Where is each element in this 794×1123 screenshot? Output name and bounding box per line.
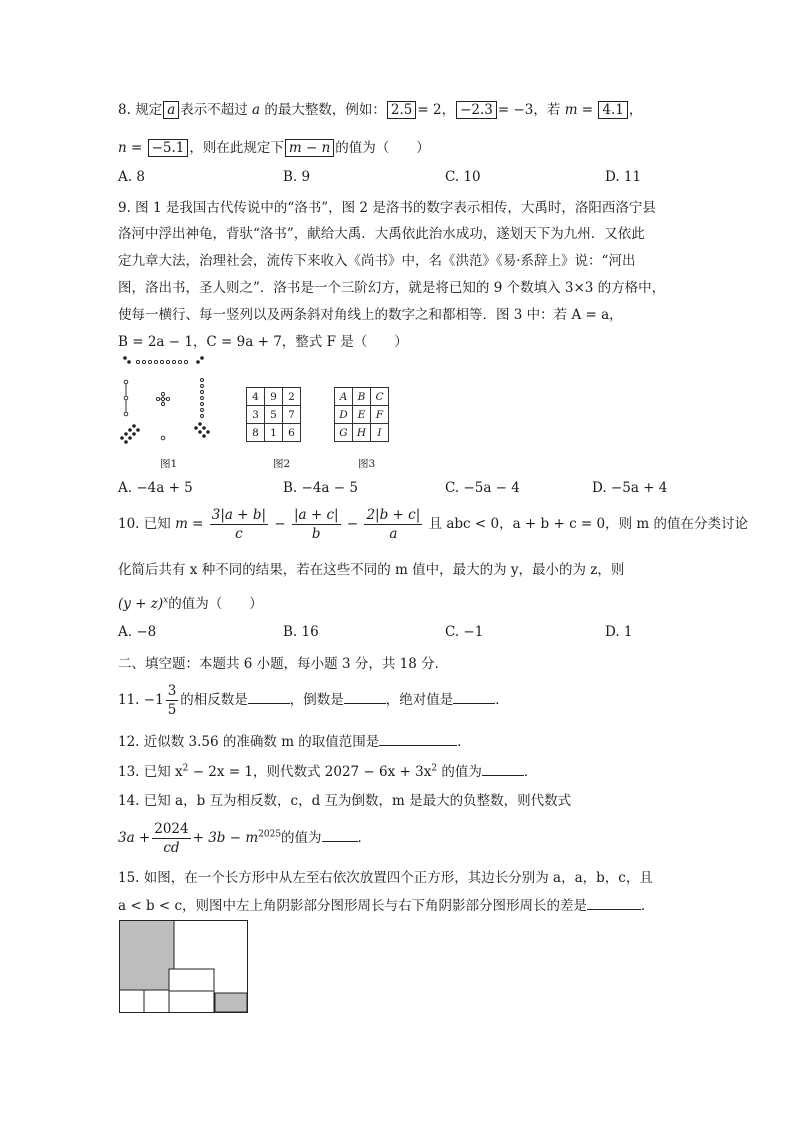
- q8-text: = −3，若: [497, 102, 561, 118]
- q10-line3: [118, 592, 263, 612]
- q9-line5: 使每一横行、每一竖列以及两条斜对角线上的数字之和都相等．图 3 中：若 A = a，: [118, 307, 623, 323]
- shaded-region-top-left: [120, 921, 174, 990]
- grid-cell: 7: [283, 406, 301, 424]
- answer-blank[interactable]: [248, 689, 290, 704]
- grid-cell: 1: [265, 424, 283, 442]
- numerator: 2024: [154, 821, 189, 837]
- fraction: [292, 506, 341, 543]
- q8-option-d: D. 11: [605, 169, 642, 185]
- q11-number: 11.: [118, 692, 140, 708]
- grid-cell: 2: [283, 388, 301, 406]
- floor-bracket: −2.3: [456, 101, 497, 119]
- fraction: [210, 506, 268, 543]
- exponent: 2: [431, 763, 438, 774]
- q11-text: ，绝对值是: [385, 692, 454, 708]
- grid-cell: 5: [265, 406, 283, 424]
- q11-line: [118, 682, 509, 719]
- grid-cell: D: [335, 406, 353, 424]
- q10-line2: 化简后共有 x 种不同的结果，若在这些不同的 m 值中，最大的为 y，最小的为 z，则: [118, 562, 625, 578]
- answer-blank[interactable]: [322, 827, 358, 842]
- grid-cell: C: [371, 388, 389, 406]
- exponent: x: [163, 595, 169, 606]
- grid-cell: H: [353, 424, 371, 442]
- q10-text: −: [346, 516, 359, 532]
- q10-option-d: D. 1: [605, 624, 633, 640]
- q8-line2: [118, 136, 430, 157]
- q10-text: (y + z): [118, 596, 164, 612]
- grid-cell: 4: [247, 388, 265, 406]
- q11-text: 的相反数是: [180, 692, 248, 708]
- q9-option-c: C. −5a − 4: [445, 480, 520, 496]
- q14-text: 的值为: [281, 830, 322, 846]
- q8-text: ，则在此规定下: [189, 140, 284, 156]
- section-heading: 二、填空题：本题共 6 小题，每小题 3 分，共 18 分．: [118, 656, 449, 672]
- q10-line1: [118, 506, 748, 543]
- fraction: [364, 506, 422, 543]
- denominator: b: [311, 526, 321, 542]
- q9-line4: 图，洛出书，圣人则之”．洛书是一个三阶幻方，就是将已知的 9 个数填入 3×3 的方格中，: [118, 280, 666, 296]
- grid-cell: F: [371, 406, 389, 424]
- q15-line2: [118, 894, 655, 914]
- q10-option-b: B. 16: [283, 624, 319, 640]
- numerator: 3: [167, 683, 177, 699]
- answer-blank[interactable]: [482, 761, 524, 776]
- q12-text: 12. 近似数 3.56 的准确数 m 的取值范围是: [118, 734, 380, 750]
- q14-text: + 3b − m: [192, 830, 259, 846]
- q10-text: 的值为（ ）: [168, 596, 263, 612]
- magic-square-letters: [334, 387, 389, 442]
- squares-in-rectangle-figure: [119, 920, 249, 1014]
- fraction: [166, 682, 179, 719]
- grid-cell: A: [335, 388, 353, 406]
- q9-line2: 洛河中浮出神龟，背驮“洛书”，献给大禹．大禹依此治水成功，遂划天下为九州．又依此: [118, 226, 645, 242]
- var-a: a: [252, 102, 261, 118]
- q13-text: − 2x = 1，则代数式 2027 − 6x + 3x: [188, 764, 432, 780]
- numerator: 2|b + c|: [366, 507, 421, 523]
- q8-text: 表示不超过: [180, 102, 248, 118]
- q8-number: 8.: [118, 102, 131, 118]
- denominator: 5: [167, 702, 177, 718]
- q13-text: 的值为: [437, 764, 482, 780]
- grid-cell: B: [353, 388, 371, 406]
- grid-cell: 9: [265, 388, 283, 406]
- numerator: |a + c|: [293, 507, 339, 523]
- denominator: c: [235, 526, 243, 542]
- q12-line: [118, 730, 471, 750]
- q14-text: 3a +: [118, 830, 151, 846]
- floor-bracket: 4.1: [598, 101, 627, 119]
- q8-text: n =: [118, 140, 143, 156]
- numerator: 3|a + b|: [211, 507, 267, 523]
- answer-blank[interactable]: [453, 689, 495, 704]
- grid-cell: 6: [283, 424, 301, 442]
- q12-text: ．: [457, 734, 471, 750]
- q15-text: a < b < c，则图中左上角阴影部分图形周长与右下角阴影部分图形周长的差是: [118, 898, 588, 914]
- fig1-caption: 图1: [160, 458, 178, 470]
- q8-text: = 2，: [417, 102, 456, 118]
- q8-option-c: C. 10: [445, 169, 481, 185]
- q9-line6: B = 2a − 1，C = 9a + 7，整式 F 是（ ）: [118, 334, 408, 350]
- grid-cell: E: [353, 406, 371, 424]
- q10-text: −: [274, 516, 286, 532]
- q15-text: ．: [641, 898, 655, 914]
- floor-bracket: −5.1: [148, 139, 189, 157]
- q10-option-a: A. −8: [118, 624, 157, 640]
- q13-line: [118, 760, 537, 780]
- q8-text: 的值为（ ）: [335, 140, 430, 156]
- shaded-region-bottom-right: [215, 993, 247, 1012]
- q8-option-a: A. 8: [118, 169, 145, 185]
- q9-option-a: A. −4a + 5: [118, 480, 193, 496]
- q15-line1: 15. 如图，在一个长方形中从左至右依次放置四个正方形，其边长分别为 a，a，b，c，且: [118, 870, 653, 886]
- fraction: [152, 820, 190, 857]
- q14-text: ．: [357, 830, 372, 846]
- q8-line1: [118, 98, 642, 119]
- floor-bracket: m − n: [285, 139, 334, 157]
- q11-text: ．: [495, 692, 509, 708]
- q10-text: 10. 已知: [118, 516, 171, 532]
- denominator: a: [389, 526, 398, 542]
- luoshu-dot-figure: [116, 352, 216, 446]
- q10-option-c: C. −1: [445, 624, 484, 640]
- q10-text: m =: [175, 516, 204, 532]
- fig3-caption: 图3: [358, 458, 376, 470]
- q8-text: 规定: [135, 102, 163, 118]
- answer-blank[interactable]: [587, 895, 641, 910]
- q9-line1: 9. 图 1 是我国古代传说中的“洛书”，图 2 是洛书的数字表示相传，大禹时，洛阳西洛宁县: [118, 200, 656, 216]
- q8-text: ，: [628, 102, 643, 118]
- answer-blank[interactable]: [379, 731, 457, 746]
- q14-line2: [118, 820, 371, 857]
- q9-option-d: D. −5a + 4: [592, 480, 668, 496]
- fig2-caption: 图2: [273, 458, 291, 470]
- floor-bracket: a: [163, 101, 179, 119]
- exponent: 2: [182, 763, 189, 774]
- exponent: 2025: [258, 829, 282, 840]
- q9-option-b: B. −4a − 5: [283, 480, 358, 496]
- q8-text: m =: [564, 102, 594, 118]
- q14-line1: 14. 已知 a，b 互为相反数，c，d 互为倒数，m 是最大的负整数，则代数式: [118, 793, 572, 809]
- grid-cell: G: [335, 424, 353, 442]
- grid-cell: 8: [247, 424, 265, 442]
- grid-cell: 3: [247, 406, 265, 424]
- magic-square-numbers: [246, 387, 301, 442]
- q8-option-b: B. 9: [283, 169, 311, 185]
- grid-cell: I: [371, 424, 389, 442]
- q11-text: −1: [143, 692, 164, 708]
- q10-text: 且 abc < 0，a + b + c = 0，则 m 的值在分类讨论: [428, 516, 748, 532]
- q9-line3: 定九章大法，治理社会，流传下来收入《尚书》中，名《洪范》《易·系辞上》说：“河出: [118, 253, 636, 269]
- denominator: cd: [163, 840, 180, 856]
- answer-blank[interactable]: [344, 689, 386, 704]
- q8-text: 的最大整数，例如：: [264, 102, 386, 118]
- q13-text: 13. 已知 x: [118, 764, 183, 780]
- floor-bracket: 2.5: [387, 101, 416, 119]
- q11-text: ，倒数是: [289, 692, 344, 708]
- q13-text: ．: [523, 764, 538, 780]
